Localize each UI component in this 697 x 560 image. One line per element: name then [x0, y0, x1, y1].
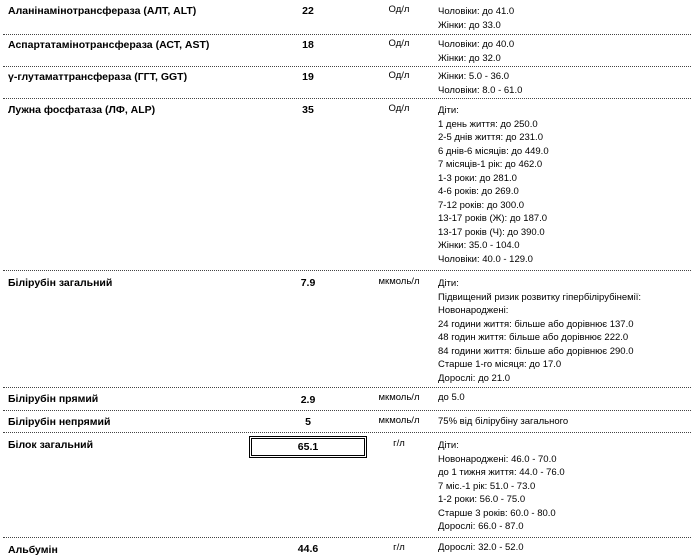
test-value: 5: [305, 416, 311, 428]
test-name: Лужна фосфатаза (ЛФ, ALP): [8, 104, 156, 116]
reference-range: [438, 70, 522, 97]
reference-range: [438, 541, 524, 555]
row-separator: [3, 537, 691, 538]
row-separator: [3, 34, 691, 35]
ref-line: до 5.0: [438, 392, 465, 403]
test-unit: г/л: [393, 542, 405, 553]
test-value: 18: [302, 39, 314, 51]
ref-line: Жінки: до 32.0: [438, 52, 501, 64]
ref-line: Жінки: 5.0 - 36.0: [438, 71, 510, 82]
test-value: 22: [302, 5, 314, 17]
ref-line: Дорослі: до 21.0: [438, 372, 511, 384]
ref-line: 2-5 днів життя: до 231.0: [438, 132, 543, 143]
test-value: 35: [302, 104, 314, 116]
row-separator: [3, 432, 691, 433]
ref-line: Діти:: [438, 105, 459, 116]
ref-line: Жінки: 35.0 - 104.0: [438, 240, 520, 251]
test-unit: Од/л: [388, 38, 410, 49]
ref-line: 24 години життя: більше або дорівнює 137.0: [438, 318, 634, 330]
test-name: Аспартатамінотрансфераза (АСТ, AST): [8, 39, 210, 51]
test-unit: мкмоль/л: [378, 392, 420, 403]
test-name: Альбумін: [8, 544, 58, 556]
row-separator: [3, 66, 691, 67]
test-value-highlighted: 65.1: [249, 436, 367, 458]
ref-line: 7 міс.-1 рік: 51.0 - 73.0: [438, 480, 536, 492]
reference-range: [438, 415, 568, 429]
test-value: 19: [302, 71, 314, 83]
test-value: 7.9: [300, 277, 316, 289]
reference-range: [438, 38, 514, 65]
test-unit: мкмоль/л: [378, 415, 420, 426]
ref-line: Дорослі: 32.0 - 52.0: [438, 542, 524, 553]
test-name: Білірубін загальний: [8, 277, 113, 289]
ref-line: Чоловіки: 40.0 - 129.0: [438, 253, 533, 265]
test-name: Білірубін непрямий: [8, 416, 111, 428]
ref-line: Старше 1-го місяця: до 17.0: [438, 359, 562, 370]
row-separator: [3, 98, 691, 99]
test-value: 2.9: [300, 394, 316, 406]
test-unit: Од/л: [388, 70, 410, 81]
ref-line: 1-3 роки: до 281.0: [438, 172, 517, 184]
ref-line: 1-2 роки: 56.0 - 75.0: [438, 494, 526, 505]
test-name: Аланінамінотрансфераза (АЛТ, ALT): [8, 5, 197, 17]
reference-range: [438, 439, 565, 534]
ref-line: 1 день життя: до 250.0: [438, 118, 538, 130]
ref-line: 7 місяців-1 рік: до 462.0: [438, 159, 543, 170]
ref-line: Старше 3 років: 60.0 - 80.0: [438, 507, 556, 519]
ref-line: 6 днів-6 місяців: до 449.0: [438, 145, 549, 157]
test-unit: мкмоль/л: [378, 276, 420, 287]
ref-line: Новонароджені: 46.0 - 70.0: [438, 453, 557, 465]
ref-line: Дорослі: 66.0 - 87.0: [438, 521, 524, 532]
ref-line: Чоловіки: 8.0 - 61.0: [438, 84, 523, 96]
ref-line: Жінки: до 33.0: [438, 19, 501, 31]
reference-range: [438, 277, 641, 385]
test-name: γ-глутаматтрансфераза (ГГТ, GGT): [8, 71, 188, 83]
ref-line: 84 години життя: більше або дорівнює 290.0: [438, 345, 634, 357]
ref-line: Діти:: [438, 440, 459, 451]
row-separator: [3, 410, 691, 411]
test-value: 44.6: [297, 543, 319, 555]
ref-line: 13-17 років (Ч): до 390.0: [438, 226, 545, 238]
ref-line: Підвищений ризик розвитку гіпербілірубінемії:: [438, 291, 642, 303]
row-separator: [3, 387, 691, 388]
test-unit: г/л: [393, 438, 405, 449]
reference-range: [438, 5, 514, 32]
ref-line: Новонароджені:: [438, 305, 509, 316]
ref-line: Чоловіки: до 41.0: [438, 6, 515, 17]
ref-line: Діти:: [438, 278, 459, 289]
ref-line: Чоловіки: до 40.0: [438, 39, 515, 50]
ref-line: до 1 тижня життя: 44.0 - 76.0: [438, 467, 565, 478]
reference-range: [438, 391, 465, 405]
reference-range: [438, 104, 549, 266]
ref-line: 48 годин життя: більше або дорівнює 222.0: [438, 332, 629, 343]
ref-line: 75% від білірубіну загального: [438, 416, 569, 427]
ref-line: 7-12 років: до 300.0: [438, 199, 525, 211]
row-separator: [3, 270, 691, 271]
ref-line: 13-17 років (Ж): до 187.0: [438, 213, 548, 224]
test-unit: Од/л: [388, 103, 410, 114]
ref-line: 4-6 років: до 269.0: [438, 186, 519, 197]
test-name: Білірубін прямий: [8, 393, 99, 405]
test-unit: Од/л: [388, 4, 410, 15]
test-name: Білок загальний: [8, 439, 94, 451]
